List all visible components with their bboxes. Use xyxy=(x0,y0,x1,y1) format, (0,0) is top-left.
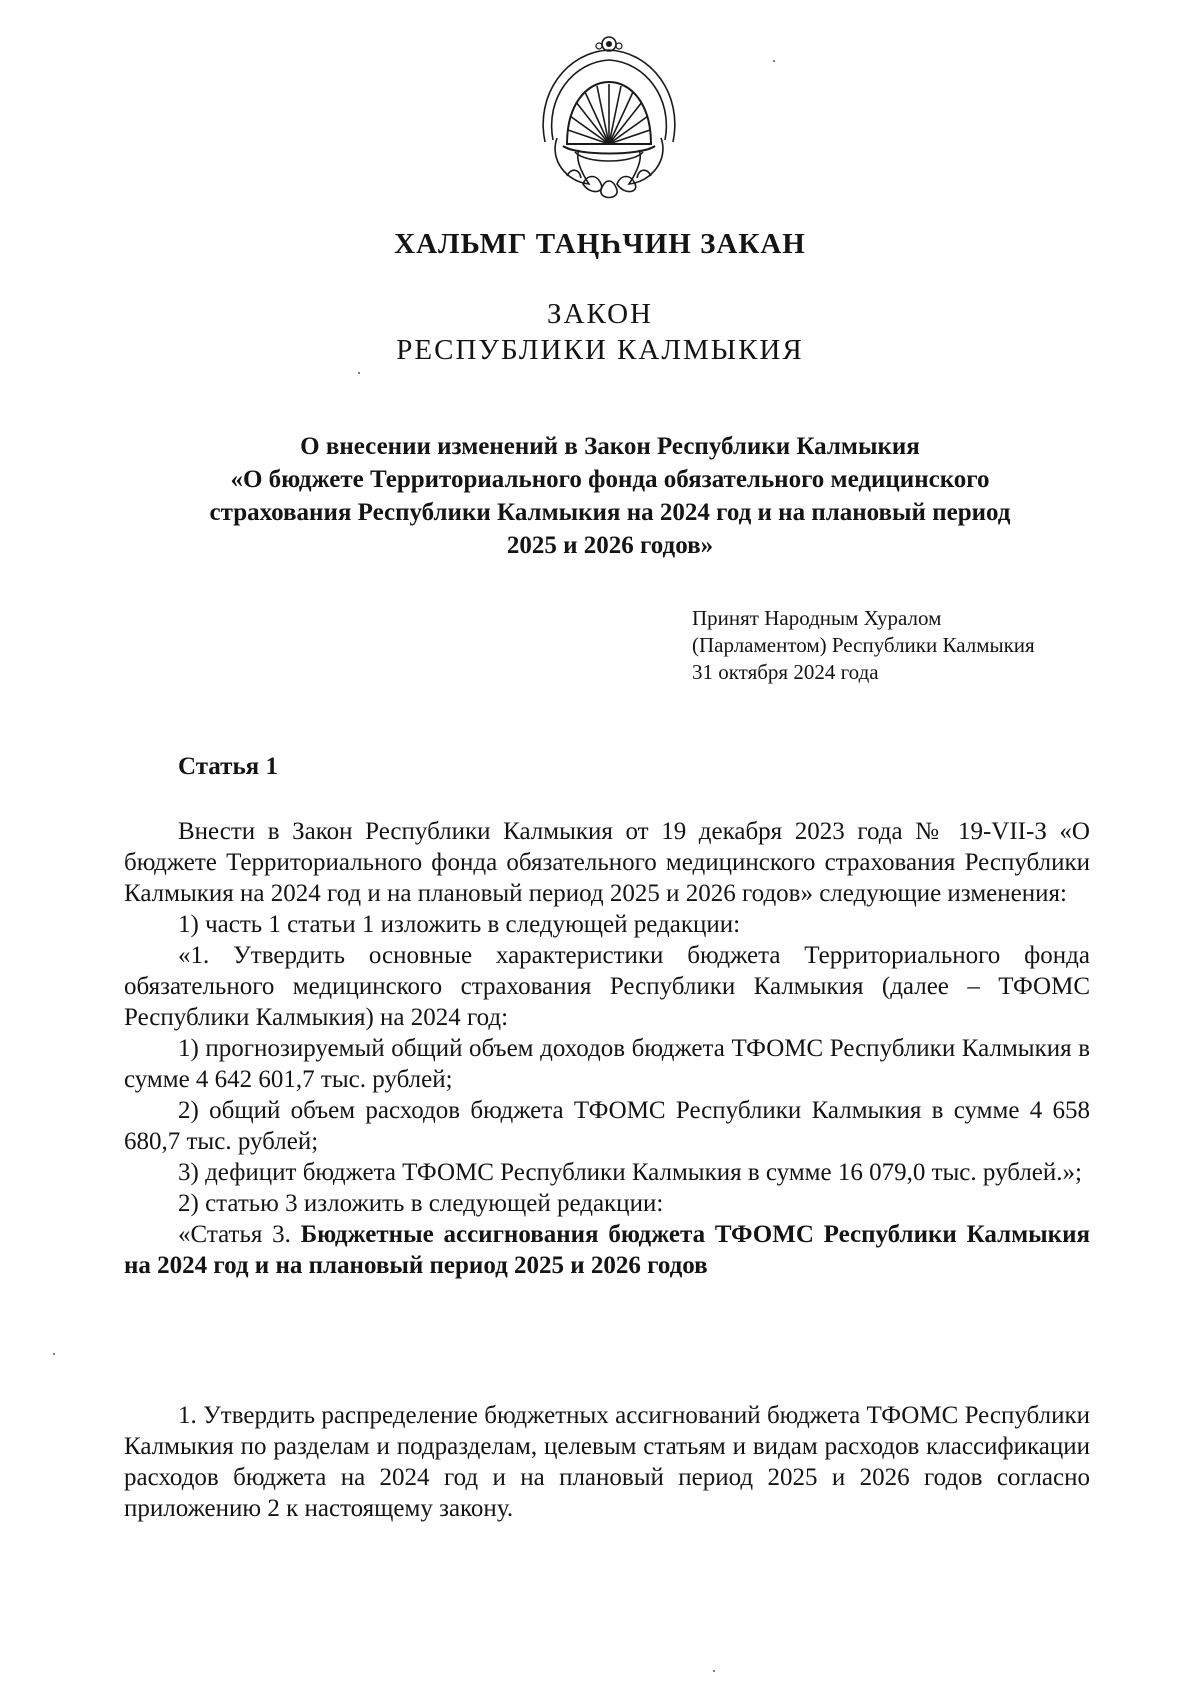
kalmyk-law-title: ХАЛЬМГ ТАҢҺЧИН ЗАКАН xyxy=(394,228,806,260)
article-body xyxy=(124,816,1090,1281)
paragraph-income: 1) прогнозируемый общий объем доходов бюджета ТФОМС Республики Калмыкия в сумме 4 642 601,7 тыс. рублей; xyxy=(124,1035,1090,1093)
article-heading: Статья 1 xyxy=(178,753,278,780)
title-line-2: «О бюджете Территориального фонда обязательного медицинского xyxy=(230,466,990,493)
paragraph-deficit: 3) дефицит бюджета ТФОМС Республики Калмыкия в сумме 16 079,0 тыс. рублей.»; xyxy=(178,1159,1082,1186)
scan-speck xyxy=(358,372,360,374)
paragraph-item-2: 2) статью 3 изложить в следующей редакции: xyxy=(178,1190,664,1217)
title-line-1: О внесении изменений в Закон Республики Калмыкия xyxy=(300,433,920,460)
adoption-block xyxy=(692,605,1035,686)
adoption-line-3: 31 октября 2024 года xyxy=(692,660,879,684)
paragraph-item-1: 1) часть 1 статьи 1 изложить в следующей редакции: xyxy=(178,911,741,938)
scan-speck xyxy=(773,60,775,62)
document-title xyxy=(130,430,1090,562)
scan-speck xyxy=(53,1353,55,1355)
paragraph-expenses: 2) общий объем расходов бюджета ТФОМС Республики Калмыкия в сумме 4 658 680,7 тыс. рублей; xyxy=(124,1097,1090,1155)
republic-heading: РЕСПУБЛИКИ КАЛМЫКИЯ xyxy=(396,334,804,366)
title-line-4: 2025 и 2026 годов» xyxy=(506,532,714,559)
adoption-line-2: (Парламентом) Республики Калмыкия xyxy=(692,633,1035,657)
paragraph-amend-intro: Внести в Закон Республики Калмыкия от 19 декабря 2023 года № 19-VII-З «О бюджете Территориального фонда обязательного медицинского страхования Республики Калмыкия на 2024 год и на плановый период 2025 и 2026 годов» следующие изменения: xyxy=(124,818,1090,907)
paragraph-article-3-heading xyxy=(124,1219,1090,1281)
law-heading: ЗАКОН xyxy=(547,298,653,330)
kalmykia-emblem-icon xyxy=(527,34,691,214)
title-line-3: страхования Республики Калмыкия на 2024 год и на плановый период xyxy=(209,499,1011,526)
paragraph-budget-characteristics: «1. Утвердить основные характеристики бюджета Территориального фонда обязательного медицинского страхования Республики Калмыкия (далее – ТФОМС Республики Калмыкия) на 2024 год: xyxy=(124,942,1090,1031)
article-3-title: Бюджетные ассигнования бюджета ТФОМС Республики Калмыкия на 2024 год и на плановый период 2025 и 2026 годов xyxy=(124,1221,1090,1279)
paragraph-allocation: 1. Утвердить распределение бюджетных ассигнований бюджета ТФОМС Республики Калмыкия по разделам и подразделам, целевым статьям и видам расходов классификации расходов бюджета на 2024 год и на плановый период 2025 и 2026 годов согласно приложению 2 к настоящему закону. xyxy=(124,1402,1090,1522)
article-3-body xyxy=(124,1400,1090,1524)
article-3-prefix: «Статья 3. xyxy=(178,1221,301,1248)
adoption-line-1: Принят Народным Хуралом xyxy=(692,606,942,630)
scan-speck xyxy=(713,1670,715,1672)
